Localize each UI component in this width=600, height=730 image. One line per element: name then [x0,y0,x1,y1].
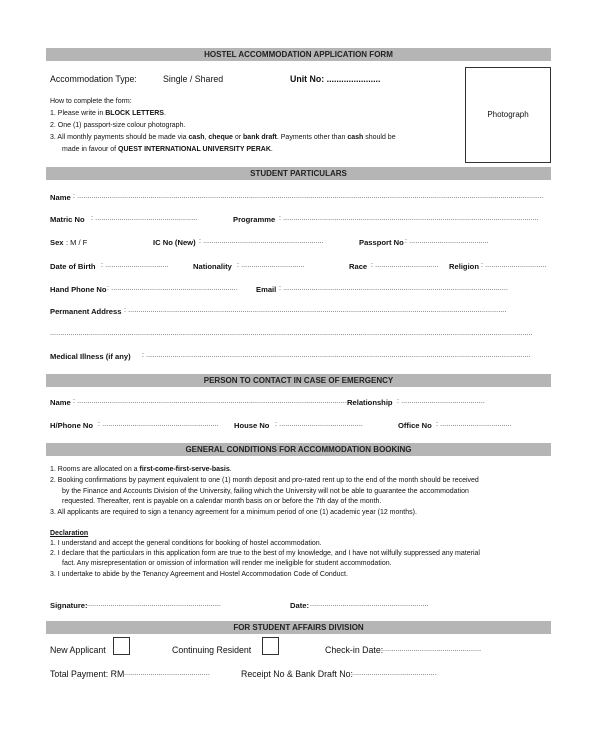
nationality-label: Nationality [193,262,232,271]
conditions-header: GENERAL CONDITIONS FOR ACCOMMODATION BOOKING [46,443,551,456]
receipt-label: Receipt No & Bank Draft No: [241,669,353,679]
declaration-2-line1: 2. I declare that the particulars in this application form are true to the best of my knowledge, and I have not wilfully suppressed any material [50,550,480,557]
how-to-title: How to complete the form: [50,98,132,105]
continuing-resident-label: Continuing Resident [172,645,252,655]
programme-field[interactable]: : ............................................................................................................................. [279,215,539,222]
matric-field[interactable]: : .................................................. [91,215,198,222]
race-label: Race [349,262,368,271]
condition-1: 1. Rooms are allocated on a first-come-first-serve-basis. [50,466,232,473]
declaration-1: 1. I understand and accept the general conditions for booking of hostel accommodation. [50,540,322,547]
email-label: Email [256,285,277,294]
new-applicant-label: New Applicant [50,645,106,655]
medical-field[interactable]: : ............................................................................................................................................................................................ [142,352,531,359]
passport-field[interactable]: : ....................................... [405,238,489,245]
religion-label: Religion [449,262,479,271]
signature-label: Signature: [50,601,88,610]
condition-2-line3: requested. Thereafter, rent is payable on a calendar month basis on or before the 7th day of the month. [62,498,382,505]
house-field[interactable]: : ......................................... [275,421,363,428]
ic-label: IC No (New) [153,238,196,247]
name-label: Name [50,193,71,202]
passport-label: Passport No [359,238,404,247]
how-item-1: 1. Please write in BLOCK LETTERS. [50,110,166,117]
sex-label: Sex [50,238,64,247]
affairs-header: FOR STUDENT AFFAIRS DIVISION [46,621,551,634]
photograph-label: Photograph [487,110,529,119]
declaration-3: 3. I undertake to abide by the Tenancy Agreement and Hostel Accommodation Code of Conduct. [50,571,348,578]
continuing-resident-checkbox[interactable] [262,637,279,655]
sex-field[interactable]: : M / F [66,238,88,247]
name-field[interactable]: : .................................................................................................................................................................................................................................... [73,193,544,200]
student-particulars-header: STUDENT PARTICULARS [46,167,551,180]
ic-field[interactable]: : ........................................................... [199,238,324,245]
dob-field[interactable]: : ............................... [101,262,169,269]
programme-label: Programme [233,215,276,224]
date-field[interactable]: .......................................................... [310,601,429,608]
declaration-title: Declaration [50,530,89,537]
address-field-2[interactable]: ............................................................................................................................................................................................................................................ [50,330,533,337]
accommodation-type-label: Accommodation Type: [50,74,137,84]
religion-field[interactable]: : .............................. [481,262,547,269]
phone-field[interactable]: : .............................................................. [107,285,238,292]
declaration-2-line2: fact. Any misrepresentation or omission of information will render me ineligible for student accommodation. [62,560,392,567]
house-label: House No [234,421,270,430]
total-payment-field[interactable]: .......................................... [124,670,210,677]
unit-no-field[interactable]: Unit No: ...................... [290,74,381,84]
date-label: Date: [290,601,309,610]
condition-2-line2: by the Finance and Accounts Division of the University, failing which the University will not be able to guarantee the accommodation [62,488,469,495]
phone-label: Hand Phone No [50,285,107,294]
how-item-3-line2: made in favour of QUEST INTERNATIONAL UNIVERSITY PERAK. [62,146,273,153]
matric-label: Matric No [50,215,85,224]
medical-label: Medical Illness (if any) [50,352,131,361]
condition-2-line1: 2. Booking confirmations by payment equivalent to one (1) month deposit and pro-rated rent up to the end of the month should be received [50,477,479,484]
nationality-field[interactable]: : ............................... [237,262,305,269]
office-label: Office No [398,421,432,430]
total-payment-label: Total Payment: RM [50,669,125,679]
signature-field[interactable]: .................................................................. [86,601,221,608]
accommodation-type-value[interactable]: Single / Shared [163,74,224,84]
new-applicant-checkbox[interactable] [113,637,130,655]
receipt-field[interactable]: .......................................... [351,670,437,677]
emergency-header: PERSON TO CONTACT IN CASE OF EMERGENCY [46,374,551,387]
hphone-field[interactable]: : ......................................................... [98,421,219,428]
emergency-name-field[interactable]: : ....................................................................................................................................... [73,398,354,405]
dob-label: Date of Birth [50,262,96,271]
photograph-box[interactable] [465,67,551,163]
address-field-1[interactable]: : ......................................................................................................................................................................................... [124,307,507,314]
how-item-3: 3. All monthly payments should be made via cash, cheque or bank draft. Payments other than cash should be [50,134,396,141]
emergency-name-label: Name [50,398,71,407]
how-item-2: 2. One (1) passport-size colour photograph. [50,122,186,129]
race-field[interactable]: : ............................... [371,262,439,269]
email-field[interactable]: : .............................................................................................................. [279,285,509,292]
checkin-field[interactable]: ................................................. [381,646,482,653]
condition-3: 3. All applicants are required to sign a tenancy agreement for a minimum period of one (1) academic year (12 months). [50,509,417,516]
hphone-label: H/Phone No [50,421,94,430]
form-title: HOSTEL ACCOMMODATION APPLICATION FORM [46,48,551,61]
checkin-label: Check-in Date: [325,645,384,655]
relationship-field[interactable]: : ......................................... [397,398,485,405]
office-field[interactable]: : ................................... [436,421,512,428]
relationship-label: Relationship [347,398,393,407]
address-label: Permanent Address [50,307,122,316]
